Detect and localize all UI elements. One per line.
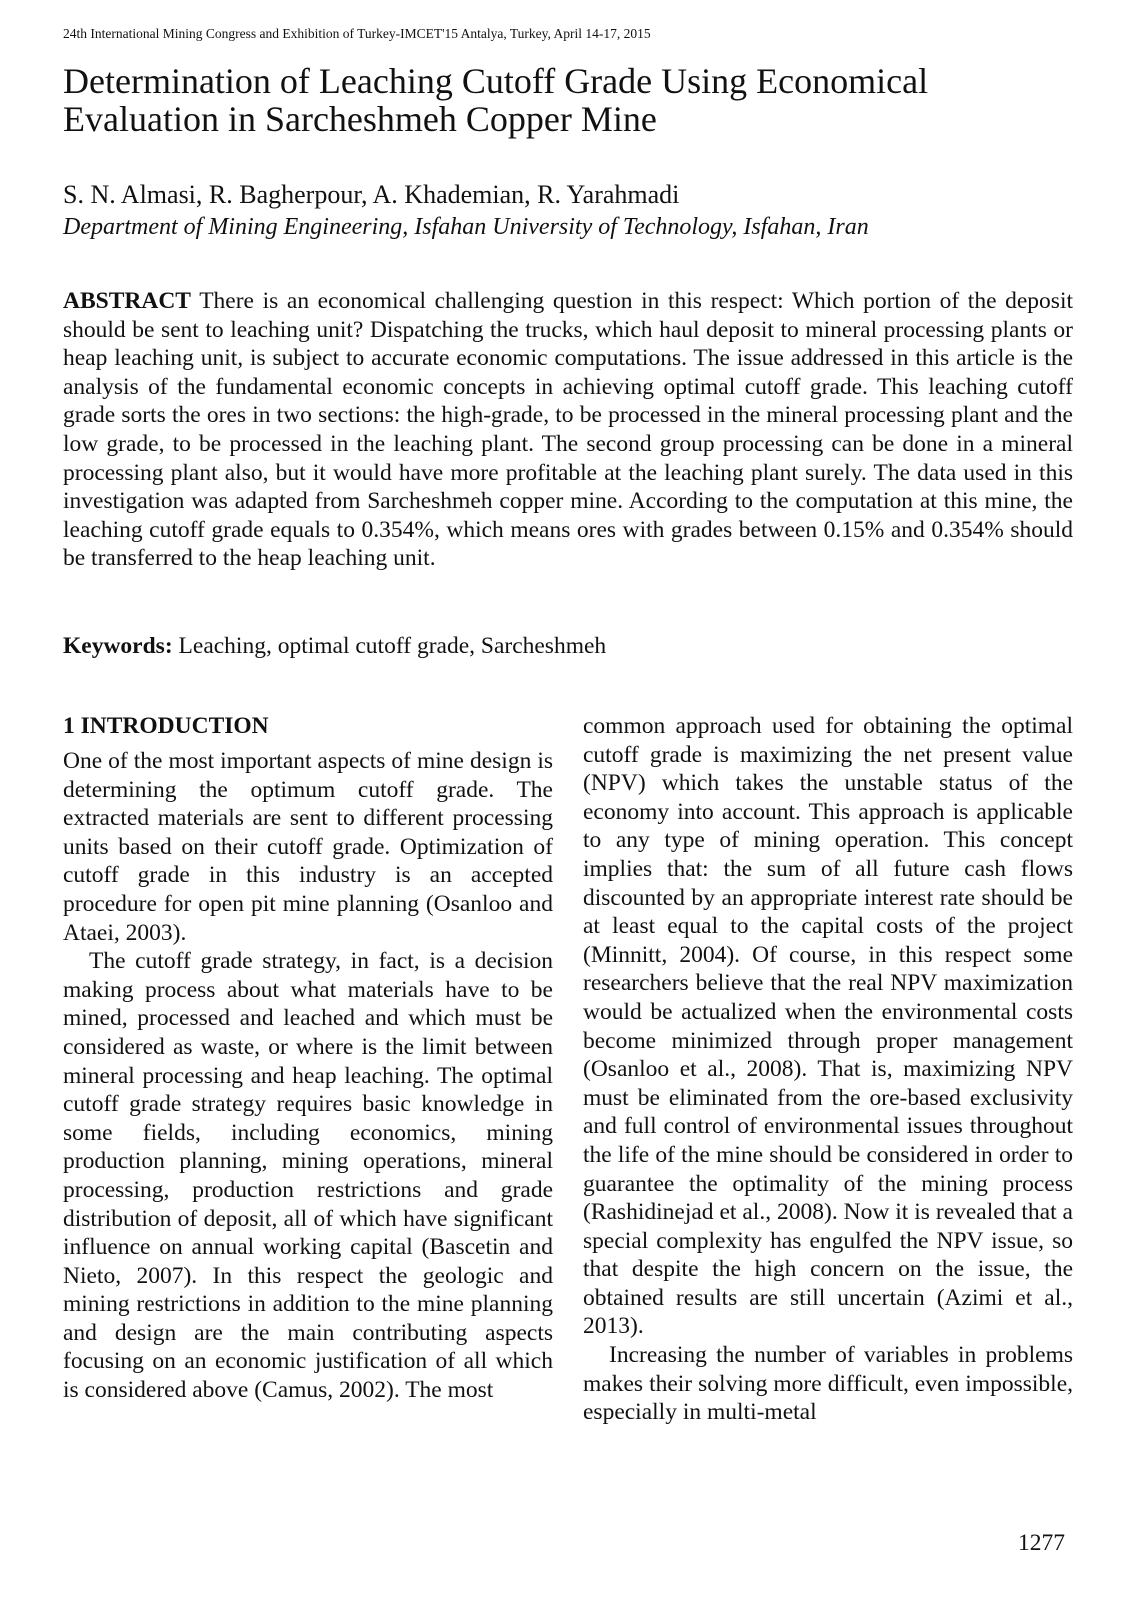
abstract-label: ABSTRACT [63, 288, 191, 314]
page-number: 1277 [1018, 1530, 1065, 1556]
paper-title [63, 62, 1063, 138]
title-line-2: Evaluation in Sarcheshmeh Copper Mine [63, 99, 657, 139]
keywords [63, 632, 606, 660]
abstract [63, 287, 1073, 573]
authors: S. N. Almasi, R. Bagherpour, A. Khademian, R. Yarahmadi [63, 180, 680, 209]
affiliation: Department of Mining Engineering, Isfahan University of Technology, Isfahan, Iran [63, 214, 869, 240]
column-right [583, 712, 1073, 1427]
keywords-label: Keywords: [63, 633, 173, 659]
intro-paragraph-2: The cutoff grade strategy, in fact, is a decision making process about what materials have to be mined, processed and leached and which must be considered as waste, or where is the limit between mineral processing and heap leaching. The optimal cutoff grade strategy requires basic knowledge in some fields, including economics, mining production planning, mining operations, mineral processing, production restrictions and grade distribution of deposit, all of which have significant influence on annual working capital (Bascetin and Nieto, 2007). In this respect the geologic and mining restrictions in addition to the mine planning and design are the main contributing aspects focusing on an economic justification of all which is considered above (Camus, 2002). The most [63, 948, 553, 1404]
column-left [63, 712, 553, 1405]
title-line-1: Determination of Leaching Cutoff Grade Using Economical [63, 61, 929, 101]
intro-paragraph-3: common approach used for obtaining the optimal cutoff grade is maximizing the net present value (NPV) which takes the unstable status of the economy into account. This approach is applicable to any type of mining operation. This concept implies that: the sum of all future cash flows discounted by an appropriate interest rate should be at least equal to the capital costs of the project (Minnitt, 2004). Of course, in this respect some researchers believe that the real NPV maximization would be actualized when the environmental costs become minimized through proper management (Osanloo et al., 2008). That is, maximizing NPV must be eliminated from the ore-based exclusivity and full control of environmental issues throughout the life of the mine should be considered in order to guarantee the optimality of the mining process (Rashidinejad et al., 2008). Now it is revealed that a special complexity has engulfed the NPV issue, so that despite the high concern on the issue, the obtained results are still uncertain (Azimi et al., 2013). [583, 713, 1073, 1340]
keywords-text: Leaching, optimal cutoff grade, Sarcheshmeh [178, 633, 607, 659]
section-heading: 1 INTRODUCTION [63, 713, 269, 739]
running-head: 24th International Mining Congress and Exhibition of Turkey-IMCET'15 Antalya, Turkey, April 14-17, 2015 [63, 26, 651, 41]
abstract-text: There is an economical challenging question in this respect: Which portion of the deposit should be sent to leaching unit? Dispatching the trucks, which haul deposit to mineral processing plants or heap leaching unit, is subject to accurate economic computations. The issue addressed in this article is the analysis of the fundamental economic concepts in achieving optimal cutoff grade. This leaching cutoff grade sorts the ores in two sections: the high-grade, to be processed in the mineral processing plant and the low grade, to be processed in the leaching plant. The second group processing can be done in a mineral processing plant also, but it would have more profitable at the leaching plant surely. The data used in this investigation was adapted from Sarcheshmeh copper mine. According to the computation at this mine, the leaching cutoff grade equals to 0.354%, which means ores with grades between 0.15% and 0.354% should be transferred to the heap leaching unit. [63, 288, 1073, 572]
intro-paragraph-4: Increasing the number of variables in problems makes their solving more difficult, even impossible, especially in multi-metal [583, 1342, 1073, 1426]
intro-paragraph-1: One of the most important aspects of mine design is determining the optimum cutoff grade. The extracted materials are sent to different processing units based on their cutoff grade. Optimization of cutoff grade in this industry is an accepted procedure for open pit mine planning (Osanloo and Ataei, 2003). [63, 748, 553, 946]
